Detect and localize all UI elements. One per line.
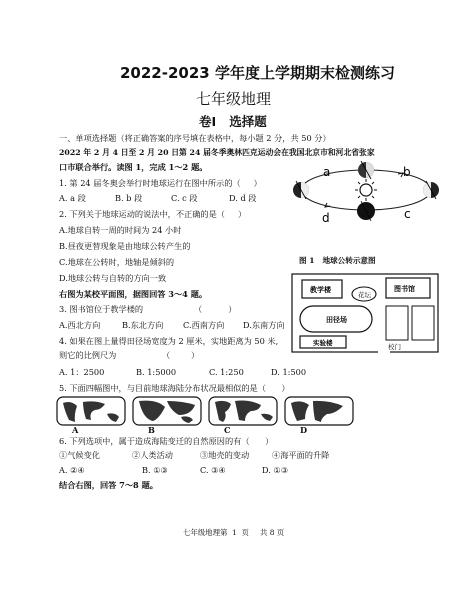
q6-option-b: B. ①③ xyxy=(142,465,168,475)
grade-subject: 七年级地理 xyxy=(196,90,272,108)
q3-option-a: A.西北方向 xyxy=(59,320,101,330)
earth-right-icon xyxy=(423,181,439,199)
q2-option-b: B.昼夜更替现象是由地球公转产生的 xyxy=(59,241,191,251)
footer-page: 七年级地理第 1 页 xyxy=(183,528,249,537)
library-label: 图书馆 xyxy=(394,285,415,293)
volume-title: 卷Ⅰ 选择题 xyxy=(199,114,267,129)
label-b: b xyxy=(403,165,411,179)
map-label-d: D xyxy=(300,425,308,435)
label-c: c xyxy=(404,207,411,221)
world-map-d xyxy=(285,397,353,425)
label-d: d xyxy=(322,211,330,225)
q2-stem: 2. 下列关于地球运动的说法中，不正确的是（ ） xyxy=(59,209,247,219)
q4-option-a: A. 1：2500 xyxy=(59,367,105,377)
label-a: a xyxy=(323,165,331,179)
q2-option-a: A.地球自转一周的时间为 24 小时 xyxy=(59,225,182,235)
q2-option-d: D.地球公转与自转的方向一致 xyxy=(59,273,167,283)
school-plan-figure xyxy=(290,272,440,354)
map-label-c: C xyxy=(224,425,231,435)
q6-item-4: ④海平面的升降 xyxy=(272,450,330,460)
q4-stem-line-2: 则它的比例尺为 xyxy=(59,350,117,360)
earth-left-icon xyxy=(293,181,309,199)
map-label-b: B xyxy=(148,425,155,435)
orbit-arrow-icon xyxy=(325,203,330,207)
q6-option-a: A. ②④ xyxy=(59,465,85,475)
track-label: 田径场 xyxy=(326,316,347,324)
q1-option-b: B. b 段 xyxy=(115,193,143,203)
q3-option-c: C.西南方向 xyxy=(183,320,225,330)
garden-label: 花坛 xyxy=(358,291,371,299)
q5-stem: 5. 下面四幅图中，与目前地球海陆分布状况最相似的是（ ） xyxy=(59,383,290,393)
q4-option-d: D. 1:500 xyxy=(271,367,307,377)
q1-option-a: A. a 段 xyxy=(59,193,86,203)
intro-q3-4: 右图为某校平面图，据图回答 3～4 题。 xyxy=(59,289,208,299)
world-map-a xyxy=(57,397,125,425)
q1-option-c: C. c 段 xyxy=(171,193,198,203)
exam-title: 2022-2023 学年度上学期期末检测练习 xyxy=(120,64,395,82)
teaching-label: 教学楼 xyxy=(310,286,331,294)
building-block xyxy=(412,306,434,340)
earth-orbit-figure xyxy=(286,160,446,242)
building-block xyxy=(386,306,408,340)
world-maps-row xyxy=(55,395,355,429)
lab-label: 实验楼 xyxy=(313,339,333,347)
q3-paren: （ ） xyxy=(194,304,237,314)
q4-paren: （ ） xyxy=(162,350,200,360)
q4-option-c: C. 1:250 xyxy=(209,367,244,377)
q4-option-b: B. 1:5000 xyxy=(136,367,177,377)
intro-line-1: 2022 年 2 月 4 日至 2 月 20 日第 24 届冬季奥林匹克运动会在我国北京市和河北省张家 xyxy=(59,148,375,157)
q1-option-d: D. d 段 xyxy=(229,193,257,203)
q3-option-d: D.东南方向 xyxy=(243,320,285,330)
q6-option-c: C. ③④ xyxy=(200,465,226,475)
map-label-a: A xyxy=(72,425,79,435)
q6-stem: 6. 下列选项中，属于造成海陆变迁的自然原因的有（ ） xyxy=(59,436,274,446)
q6-option-d: D. ①③ xyxy=(262,465,289,475)
world-map-b xyxy=(133,397,201,425)
figure1-caption: 图 1 地球公转示意图 xyxy=(299,256,376,265)
footer-total: 共 8 页 xyxy=(260,528,285,537)
gate-label: 校门 xyxy=(388,343,401,351)
world-map-c xyxy=(209,397,277,425)
earth-bottom-icon xyxy=(357,201,375,221)
sun-icon xyxy=(355,179,377,201)
intro-q7-8: 结合右图，回答 7～8 题。 xyxy=(59,480,158,490)
q4-stem-line-1: 4. 如果在图上量得田径场宽度为 2 厘米，实地距离为 50 米, xyxy=(59,336,279,346)
q6-item-2: ②人类活动 xyxy=(132,450,173,460)
q2-option-c: C.地球在公转时，地轴是倾斜的 xyxy=(59,257,175,267)
q3-option-b: B.东北方向 xyxy=(122,320,164,330)
earth-top-icon xyxy=(358,161,374,179)
q6-item-3: ③地壳的变动 xyxy=(200,450,250,460)
intro-line-2: 口市联合举行。读图 1，完成 1～2 题。 xyxy=(59,162,208,172)
section-heading: 一、单项选择题（将正确答案的序号填在表格中，每小题 2 分，共 50 分） xyxy=(59,133,331,143)
q1-stem: 1. 第 24 届冬奥会举行时地球运行在图中所示的（ ） xyxy=(59,178,262,188)
q6-item-1: ①气候变化 xyxy=(59,450,100,460)
q3-stem: 3. 图书馆位于教学楼的 xyxy=(59,304,144,314)
